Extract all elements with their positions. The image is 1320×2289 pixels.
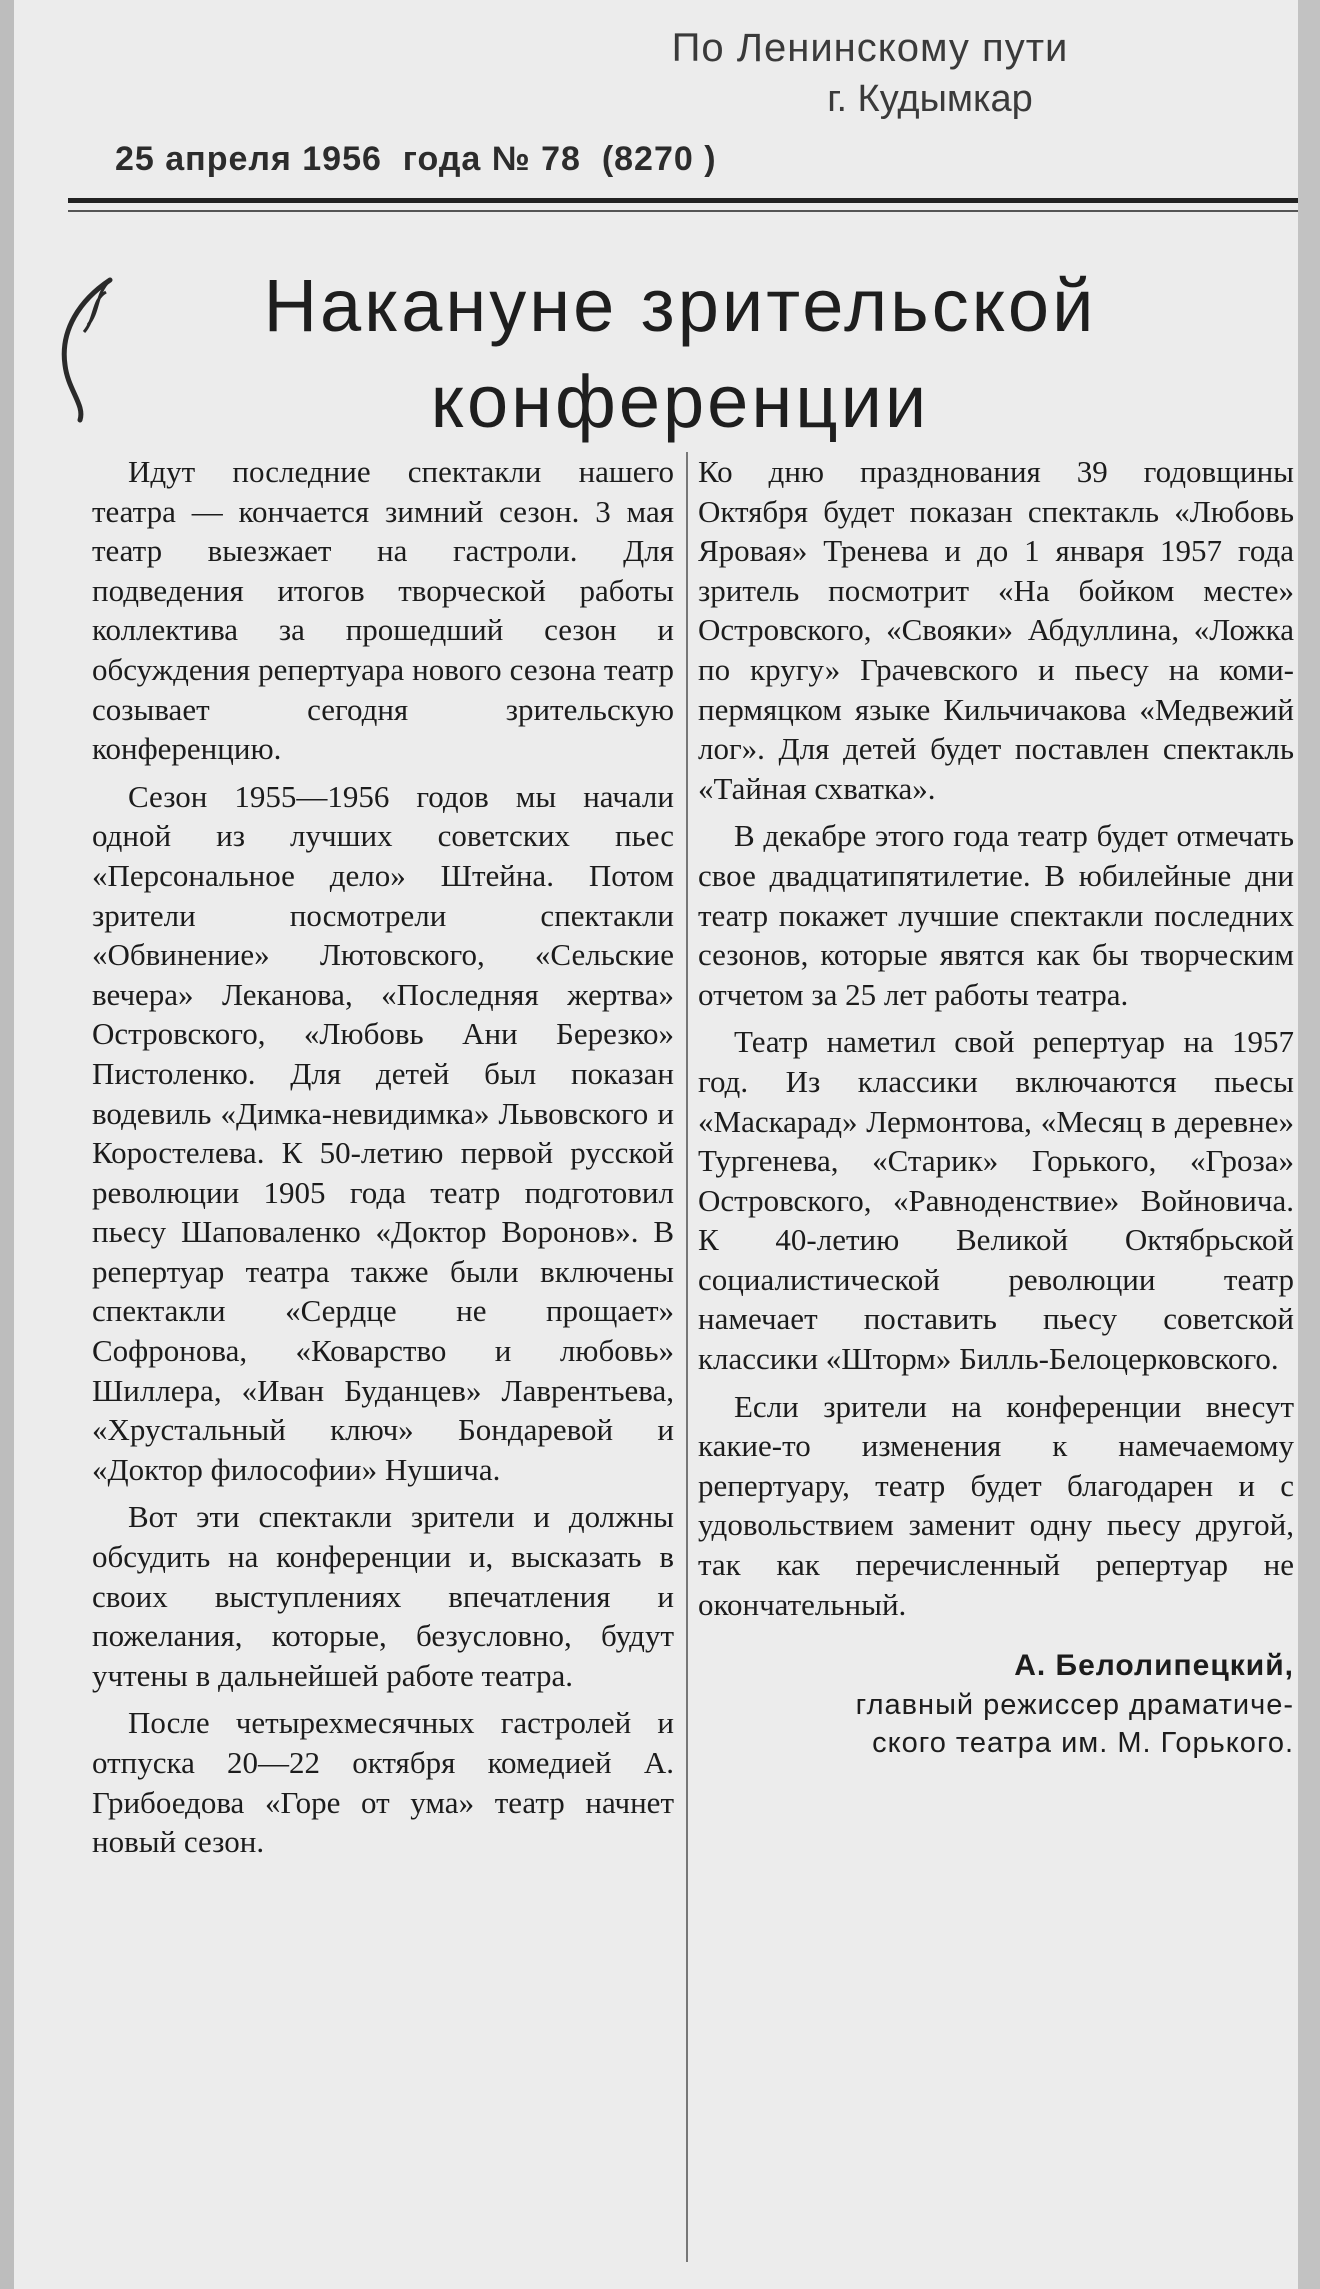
newspaper-stamp [560, 22, 1180, 124]
author-role-line-1: главный режиссер драматиче- [855, 1689, 1294, 1722]
paragraph: Идут последние спектакли нашего театра — кончается зимний сезон. 3 мая театр выезжает на гастроли. Для подведения итогов творческой работы коллектива за прошедший сезон и обсуждения репертуара нового сезона театр созывает сегодня зрительскую конференцию. [92, 454, 674, 767]
stamp-newspaper-name: По Ленинскому пути [671, 26, 1069, 70]
quill-ornament-icon [40, 270, 130, 430]
headline-line-1: Накануне зрительской [263, 264, 1097, 347]
paragraph: Сезон 1955—1956 годов мы начали одной из лучших советских пьес «Персональное дело» Штейна. Потом зрители посмотрели спектакли «Обвинение» Лютовского, «Сельские вечера» Леканова, «Последняя жертва» Островского, «Любовь Ани Березко» Пистоленко. Для детей был показан водевиль «Димка-невидимка» Львовского и Коростелева. К 50-летию первой русской революции 1905 года театр подготовил пьесу Шаповаленко «Доктор Воронов». В репертуар театра также были включены спектакли «Сердце не прощает» Софронова, «Коварство и любовь» Шиллера, «Иван Буданцев» Лаврентьева, «Хрустальный ключ» Бондаревой и «Доктор философии» Нушича. [92, 778, 674, 1487]
author-name: А. Белолипецкий, [1014, 1649, 1294, 1683]
header-rule [68, 198, 1298, 203]
column-divider [686, 452, 688, 2262]
paragraph: Вот эти спектакли зрители и должны обсудить на конференции и, высказать в своих выступлениях впечатления и пожелания, которые, безусловно, будут учтены в дальнейшей работе театра. [92, 1499, 674, 1693]
headline-line-2: конференции [430, 360, 930, 443]
stamp-city: г. Кудымкар [827, 78, 1033, 120]
article-column-right [698, 452, 1294, 1762]
author-signature [698, 1646, 1294, 1762]
header-rule-thin [68, 210, 1298, 212]
issue-dateline: 25 апреля 1956 года № 78 (8270 ) [115, 140, 717, 178]
scan-edge-left [0, 0, 14, 2289]
paragraph: Ко дню празднования 39 годовщины Октября будет показан спектакль «Любовь Яровая» Тренева и до 1 января 1957 года зритель посмотрит «На бойком месте» Островского, «Свояки» Абдуллина, «Ложка по кругу» Грачевского и пьесу на коми-пермяцком языке Кильчичакова «Медвежий лог». Для детей будет поставлен спектакль «Тайная схватка». [698, 454, 1294, 806]
paragraph: В декабре этого года театр будет отмечать свое двадцатипятилетие. В юбилейные дни театр покажет лучшие спектакли последних сезонов, которые явятся как бы творческим отчетом за 25 лет работы театра. [698, 818, 1294, 1012]
article-headline [140, 258, 1220, 450]
paragraph: Если зрители на конференции внесут какие-то изменения к намечаемому репертуару, театр будет благодарен и с удовольствием заменит одну пьесу другой, так как перечисленный репертуар не окончательный. [698, 1388, 1294, 1622]
scan-edge-right [1298, 0, 1320, 2289]
paragraph: После четырехмесячных гастролей и отпуска 20—22 октября комедией А. Грибоедова «Горе от ума» театр начнет новый сезон. [92, 1705, 674, 1860]
paragraph: Театр наметил свой репертуар на 1957 год. Из классики включаются пьесы «Маскарад» Лермонтова, «Месяц в деревне» Тургенева, «Старик» Горького, «Гроза» Островского, «Равноденствие» Войновича. К 40-летию Великой Октябрьской социалистической революции театр намечает поставить пьесу советской классики «Шторм» Билль-Белоцерковского. [698, 1024, 1294, 1377]
article-column-left [92, 452, 674, 1862]
author-role-line-2: ского театра им. М. Горького. [872, 1727, 1294, 1760]
